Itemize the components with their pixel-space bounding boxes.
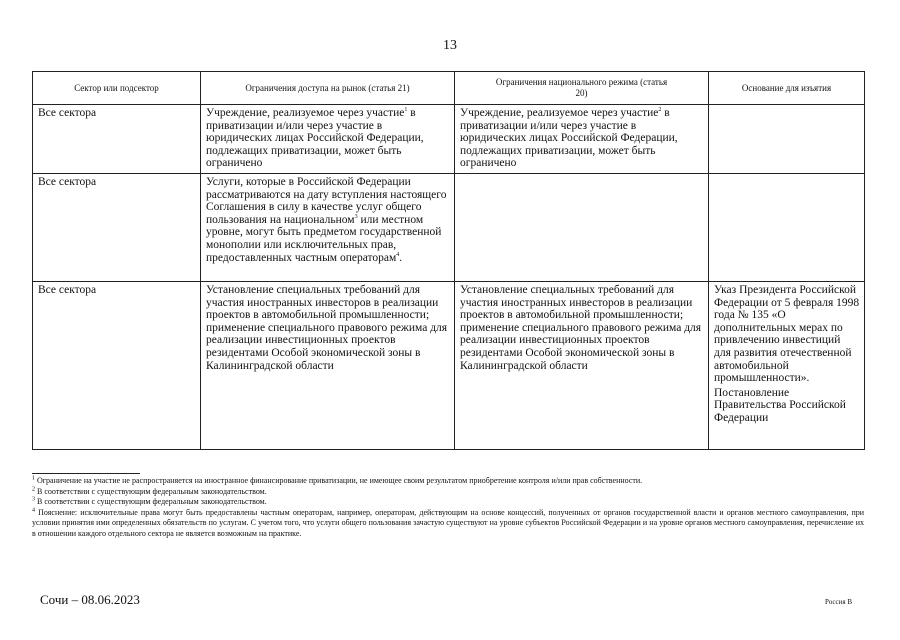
market-access-cell [201, 174, 455, 282]
sector-cell: Все сектора [33, 105, 201, 174]
footnote-text: Пояснение: исключительные права могут быть предоставлены частным операторам, например, операторам, действующим на основе концессий, полученных от органов государственной власти и органов местного самоуправления, при условии принятия ими определенных обязательств по услугам. С учетом того, что услуги общего пользования зачастую существуют на уровне субъектов Российской Федерации и на уровне органов местного самоуправления, перечисление их в отношении каждого отдельного сектора не является возможным на практике. [32, 507, 865, 538]
basis-decree: Указ Президента Российской Федерации от 5 февраля 1998 года № 135 «О дополнительных мерах по привлечению инвестиций для развития отечественной автомобильной промышленности». [714, 284, 860, 385]
footnote-text: В соответствии с существующим федеральным законодательством. [37, 497, 267, 506]
table-header-row [33, 72, 865, 105]
footnote-ref: 4 [396, 251, 400, 258]
footnote-mark: 1 [32, 475, 35, 482]
cell-text: Учреждение, реализуемое через участие [206, 107, 405, 119]
cell-text: или местном уровне, могут быть предметом государственной монополии или исключительных прав, предоставленных частным операторам [206, 213, 442, 264]
footnote-text: В соответствии с существующим федеральным законодательством. [37, 486, 267, 496]
table-row [33, 105, 865, 174]
page-number: 13 [443, 38, 457, 53]
reservations-table [32, 71, 865, 450]
basis-cell [709, 105, 865, 174]
sector-cell: Все сектора [33, 174, 201, 282]
market-access-cell [201, 105, 455, 174]
footnote-1 [32, 476, 864, 487]
footnote-mark: 4 [32, 506, 35, 513]
footnote-4 [32, 508, 864, 540]
cell-text: Установление специальных требований для участия иностранных инвесторов в реализации проектов в автомобильной промышленности; применение специального правового режима для реализации инвестиционных проектов резидентами Особой экономической зоны в Калининградской области [460, 284, 702, 372]
header-market-access: Ограничения доступа на рынок (статья 21) [201, 72, 455, 105]
header-sector: Сектор или подсектор [33, 72, 201, 105]
basis-content [714, 284, 860, 449]
footnote-text: Ограничение на участие не распространяется на иностранное финансирование приватизации, не имеющее своим результатом приобретение контроля и/или прав собственности. [37, 476, 643, 485]
cell-text: Учреждение, реализуемое через участие [460, 107, 659, 119]
market-access-cell [201, 282, 455, 450]
footnote-2 [32, 487, 864, 498]
footnote-3 [32, 497, 864, 508]
header-national-treatment [455, 72, 709, 105]
cell-text: . [399, 251, 403, 264]
footnote-mark: 3 [32, 496, 35, 503]
footnote-separator [32, 473, 140, 474]
footer-country: Россия В [825, 598, 852, 606]
footnote-ref: 1 [404, 107, 408, 114]
basis-cell [709, 174, 865, 282]
table-row [33, 174, 865, 282]
national-treatment-cell [455, 174, 709, 282]
basis-cell [709, 282, 865, 450]
cell-text: в приватизации и/или через участие в юридических лицах Российской Федерации, подлежащих приватизации, может быть ограничено [460, 107, 678, 170]
header-basis: Основание для изъятия [709, 72, 865, 105]
national-treatment-cell [455, 105, 709, 174]
basis-resolution: Постановление Правительства Российской Федерации [714, 386, 846, 424]
table-row [33, 282, 865, 450]
national-treatment-cell [455, 282, 709, 450]
footer-place-date: Сочи – 08.06.2023 [40, 592, 140, 607]
sector-cell: Все сектора [33, 282, 201, 450]
footnote-ref: 3 [354, 213, 358, 220]
cell-text: Услуги, которые в Российской Федерации рассматриваются на дату вступления настоящего Соглашения в силу в качестве услуг общего пользования на национальном [206, 176, 447, 226]
footnote-mark: 2 [32, 485, 35, 492]
cell-text: в приватизации и/или через участие в юридических лицах Российской Федерации, подлежащих приватизации, может быть ограничено [206, 107, 424, 170]
header-national-treatment-text: Ограничения национального режима (статья 20) [495, 77, 668, 98]
footnote-ref: 2 [658, 107, 662, 114]
cell-text: Установление специальных требований для участия иностранных инвесторов в реализации проектов в автомобильной промышленности; применение специального правового режима для реализации инвестиционных проектов резидентами Особой экономической зоны в Калининградской области [206, 284, 448, 372]
footnotes [32, 476, 864, 539]
